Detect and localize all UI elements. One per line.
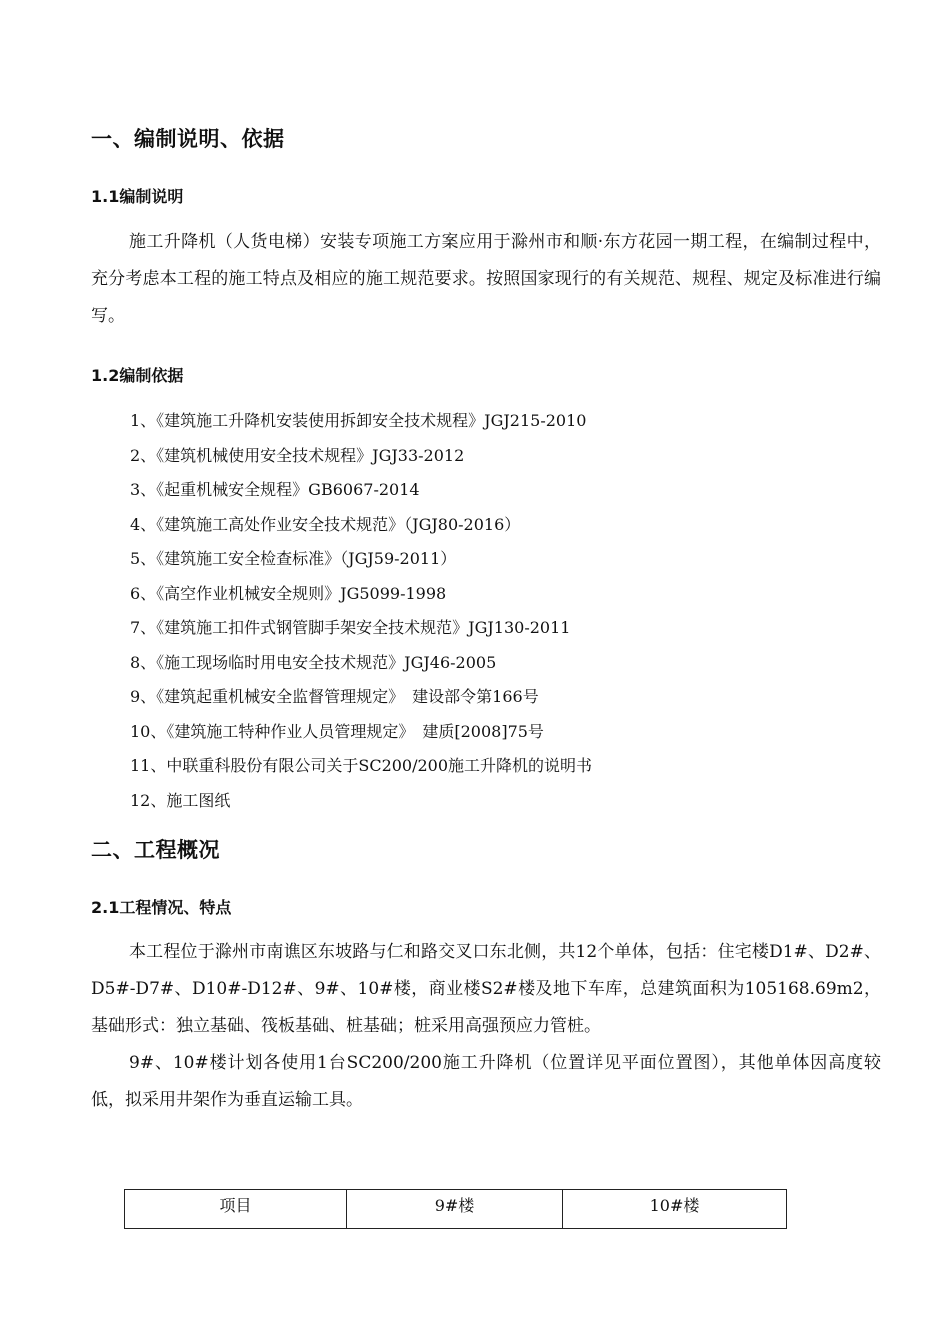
list-item: 7、《建筑施工扣件式钢管脚手架安全技术规范》JGJ130-2011: [130, 618, 571, 637]
table-header-row: [125, 1190, 787, 1229]
list-item: 8、《施工现场临时用电安全技术规范》JGJ46-2005: [130, 652, 497, 672]
table-header-building-9: 9#楼: [347, 1190, 563, 1229]
list-item: 1、《建筑施工升降机安装使用拆卸安全技术规程》JGJ215-2010: [130, 411, 587, 430]
list-item: 2、《建筑机械使用安全技术规程》JGJ33-2012: [130, 445, 465, 465]
section-1-heading: 一、编制说明、依据: [91, 127, 285, 151]
subsection-1-1-heading: 1.1编制说明: [91, 187, 184, 206]
list-item: 6、《高空作业机械安全规则》JG5099-1998: [130, 583, 447, 603]
subsection-1-2-heading: 1.2编制依据: [91, 366, 184, 385]
list-item: 12、施工图纸: [130, 790, 231, 810]
list-item: 10、《建筑施工特种作业人员管理规定》 建质[2008]75号: [130, 721, 544, 741]
project-table: [124, 1189, 787, 1229]
section-2-heading: 二、工程概况: [91, 838, 220, 862]
list-item: 9、《建筑起重机械安全监督管理规定》 建设部令第166号: [130, 687, 539, 706]
subsection-2-1-heading: 2.1工程情况、特点: [91, 898, 232, 917]
hoist-plan-paragraph: 9#、10#楼计划各使用1台SC200/200施工升降机（位置详见平面位置图），其他单体因高度较低，拟采用井架作为垂直运输工具。: [91, 1053, 881, 1110]
project-overview-paragraph: 本工程位于滁州市南谯区东坡路与仁和路交叉口东北侧，共12个单体，包括：住宅楼D1#、D2#、D5#-D7#、D10#-D12#、9#、10#楼，商业楼S2#楼及地下车库，总建筑面积为105168.69m2，基础形式：独立基础、筏板基础、桩基础；桩采用高强预应力管桩。: [91, 942, 881, 1036]
compilation-description-paragraph: 施工升降机（人货电梯）安装专项施工方案应用于滁州市和顺·东方花园一期工程，在编制过程中，充分考虑本工程的施工特点及相应的施工规范要求。按照国家现行的有关规范、规程、规定及标准进行编写。: [91, 232, 881, 326]
list-item: 4、《建筑施工高处作业安全技术规范》（JGJ80-2016）: [130, 514, 521, 534]
list-item: 5、《建筑施工安全检查标准》（JGJ59-2011）: [130, 549, 457, 568]
list-item: 3、《起重机械安全规程》GB6067-2014: [130, 480, 420, 499]
list-item: 11、中联重科股份有限公司关于SC200/200施工升降机的说明书: [130, 756, 593, 775]
compilation-basis-list: [130, 404, 592, 818]
table-header-building-10: 10#楼: [563, 1190, 787, 1229]
table-header-item: 项目: [125, 1190, 347, 1229]
